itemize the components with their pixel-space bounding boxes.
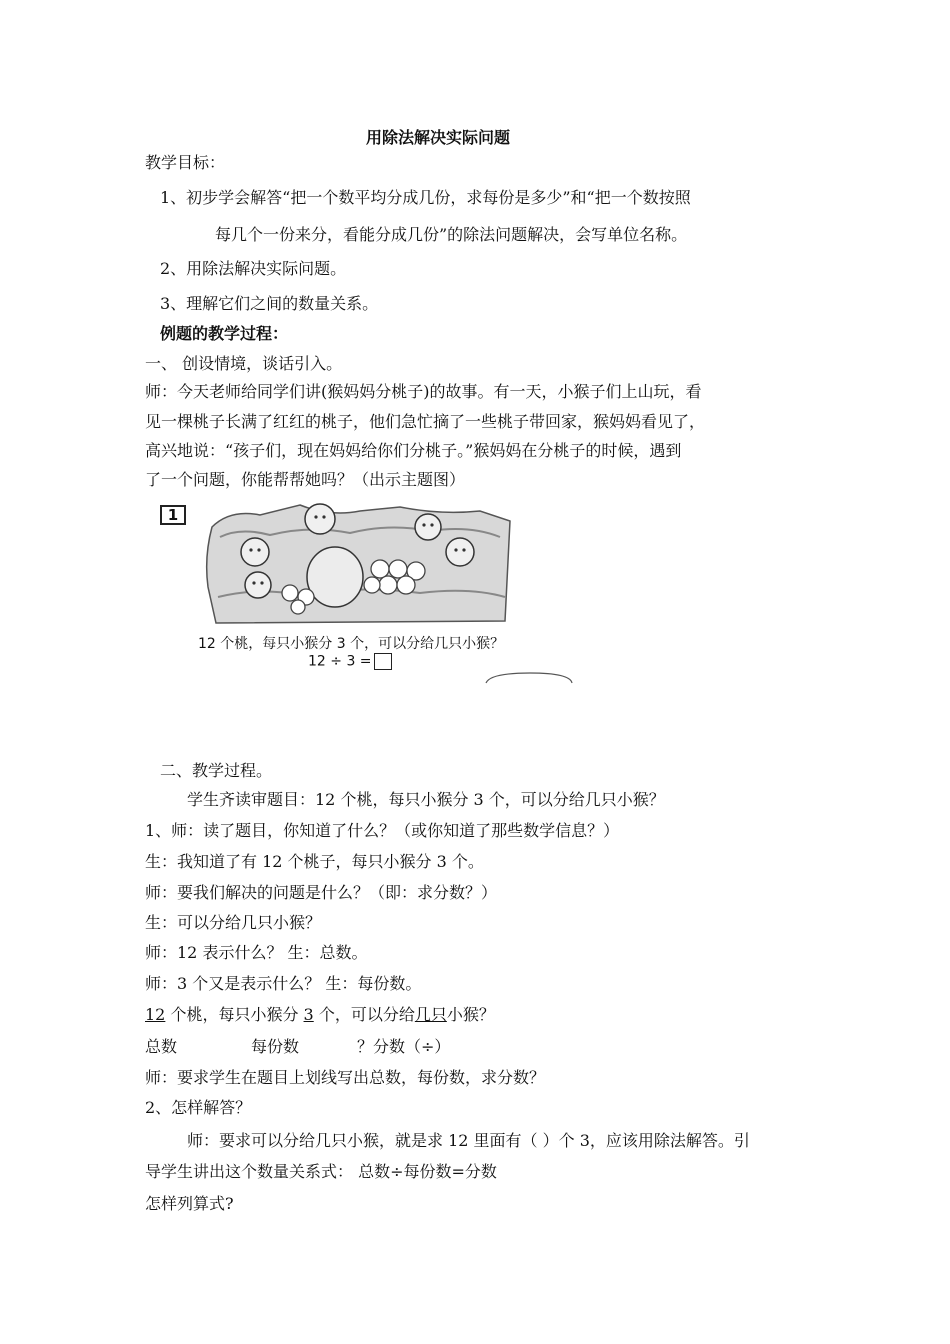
step-2-heading: 二、教学过程。 (160, 761, 273, 780)
process-heading: 例题的教学过程： (160, 324, 289, 343)
story-line-3: 高兴地说：“孩子们，现在妈妈给你们分桃子。”猴妈妈在分桃子的时候，遇到 (145, 441, 682, 460)
goal-1-line-1: 1、初步学会解答“把一个数平均分成几份，求每份是多少”和“把一个数按照 (160, 188, 691, 207)
answer-2: 生：可以分给几只小猴？ (145, 913, 322, 932)
example-number-box: 1 (160, 505, 186, 525)
story-line-1: 师：今天老师给同学们讲(猴妈妈分桃子)的故事。有一天，小猴子们上山玩，看 (145, 382, 702, 401)
question-4: 师：3 个又是表示什么？ 生：每份数。 (145, 974, 422, 993)
explain-line-1: 师：要求可以分给几只小猴，就是求 12 里面有（ ）个 3，应该用除法解答。引 (187, 1131, 750, 1150)
label-each: 每份数 (251, 1037, 300, 1056)
story-line-4: 了一个问题，你能帮帮她吗？（出示主题图） (145, 470, 466, 489)
explain-line-2: 导学生讲出这个数量关系式： 总数÷每份数=分数 (145, 1162, 497, 1181)
question-3: 师：12 表示什么？ 生：总数。 (145, 943, 368, 962)
label-parts: ？分数（÷） (357, 1037, 451, 1056)
answer-1: 生：我知道了有 12 个桃子，每只小猴分 3 个。 (145, 852, 484, 871)
goal-3: 3、理解它们之间的数量关系。 (160, 294, 379, 313)
question-6: 2、怎样解答？ (145, 1098, 252, 1117)
underline-each: 3 (303, 1005, 314, 1024)
equation-text: 12 ÷ 3 = (308, 653, 372, 670)
answer-box (374, 653, 392, 670)
step-1-heading: 一、 创设情境，谈话引入。 (145, 354, 343, 373)
read-problem: 学生齐读审题目：12 个桃，每只小猴分 3 个，可以分给几只小猴？ (187, 790, 665, 809)
underline-total: 12 (145, 1005, 166, 1024)
goal-1-line-2: 每几个一份来分，看能分成几份”的除法问题解决，会写单位名称。 (215, 225, 688, 244)
explain-line-3: 怎样列算式? (145, 1194, 234, 1213)
story-line-2: 见一棵桃子长满了红红的桃子，他们急忙摘了一些桃子带回家，猴妈妈看见了， (145, 412, 706, 431)
goal-2: 2、用除法解决实际问题。 (160, 259, 347, 278)
theme-illustration (160, 497, 580, 687)
question-2: 师：要我们解决的问题是什么？（即：求分数？） (145, 883, 498, 902)
page-title: 用除法解决实际问题 (366, 128, 511, 147)
label-total: 总数 (145, 1037, 178, 1056)
goals-heading: 教学目标： (145, 153, 226, 172)
question-1: 1、师：读了题目，你知道了什么？（或你知道了那些数学信息？） (145, 821, 620, 840)
problem-part-2: 个，可以分给 (313, 1005, 415, 1024)
underlined-problem (145, 1005, 495, 1025)
underline-parts: 几只 (414, 1005, 447, 1024)
problem-part-3: 小猴？ (446, 1005, 495, 1024)
illustration-caption: 12 个桃，每只小猴分 3 个，可以分给几只小猴？ (198, 636, 505, 652)
question-5: 师：要求学生在题目上划线写出总数，每份数，求分数？ (145, 1068, 546, 1087)
problem-part-1: 个桃，每只小猴分 (165, 1005, 304, 1024)
illustration-equation (308, 653, 392, 670)
